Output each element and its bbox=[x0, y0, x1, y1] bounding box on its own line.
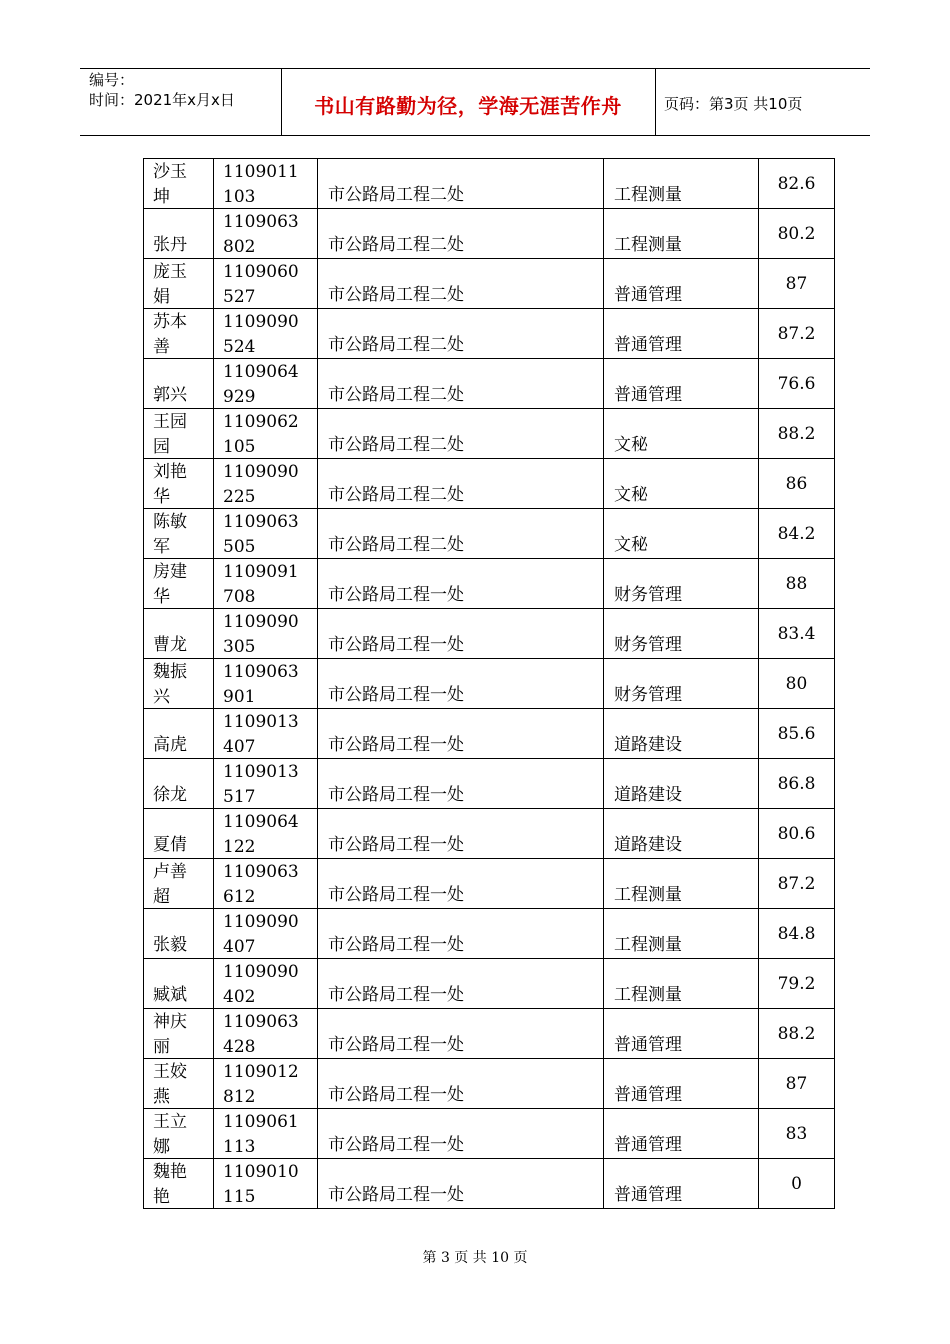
person-name: 魏艳艳 bbox=[153, 1162, 187, 1207]
person-name-cell bbox=[144, 409, 214, 459]
header-motto: 书山有路勤为径，学海无涯苦作舟 bbox=[314, 94, 622, 118]
person-name-cell bbox=[144, 1059, 214, 1109]
score: 87 bbox=[785, 274, 808, 294]
score-cell bbox=[759, 809, 835, 859]
table-row bbox=[144, 159, 835, 209]
position-type-cell bbox=[604, 509, 759, 559]
organization: 市公路局工程二处 bbox=[328, 285, 464, 305]
organization: 市公路局工程二处 bbox=[328, 535, 464, 555]
exam-id: 1109013407 bbox=[223, 712, 299, 757]
position-type-cell bbox=[604, 159, 759, 209]
organization-cell bbox=[318, 859, 604, 909]
score-cell bbox=[759, 209, 835, 259]
score: 86.8 bbox=[777, 774, 816, 794]
score: 88.2 bbox=[777, 1024, 816, 1044]
person-name-cell bbox=[144, 609, 214, 659]
person-name-cell bbox=[144, 509, 214, 559]
header-divider bbox=[655, 68, 656, 135]
header-meta bbox=[89, 70, 235, 110]
score: 88 bbox=[785, 574, 808, 594]
person-name: 刘艳华 bbox=[153, 462, 187, 507]
exam-id: 1109063802 bbox=[223, 212, 299, 257]
organization-cell bbox=[318, 709, 604, 759]
score: 84.8 bbox=[777, 924, 816, 944]
organization: 市公路局工程一处 bbox=[328, 835, 464, 855]
exam-id-cell bbox=[214, 209, 318, 259]
score-cell bbox=[759, 909, 835, 959]
exam-id-cell bbox=[214, 809, 318, 859]
score: 86 bbox=[785, 474, 808, 494]
score: 76.6 bbox=[777, 374, 816, 394]
person-name: 沙玉坤 bbox=[153, 162, 187, 207]
organization: 市公路局工程一处 bbox=[328, 1185, 464, 1205]
exam-id: 1109061113 bbox=[223, 1112, 299, 1157]
score-cell bbox=[759, 359, 835, 409]
person-name: 王姣燕 bbox=[153, 1062, 187, 1107]
person-name-cell bbox=[144, 1109, 214, 1159]
position-type-cell bbox=[604, 759, 759, 809]
score: 79.2 bbox=[777, 974, 816, 994]
position-type: 文秘 bbox=[614, 535, 648, 555]
organization-cell bbox=[318, 409, 604, 459]
header-top-rule bbox=[80, 68, 870, 69]
position-type: 普通管理 bbox=[614, 1035, 682, 1055]
person-name-cell bbox=[144, 959, 214, 1009]
table-row bbox=[144, 709, 835, 759]
score-cell bbox=[759, 559, 835, 609]
position-type-cell bbox=[604, 859, 759, 909]
position-type: 财务管理 bbox=[614, 635, 682, 655]
person-name: 高虎 bbox=[153, 735, 187, 755]
document-time-label: 时间：2021年x月x日 bbox=[89, 91, 235, 109]
person-name-cell bbox=[144, 709, 214, 759]
person-name-cell bbox=[144, 209, 214, 259]
exam-id-cell bbox=[214, 709, 318, 759]
person-name: 王园园 bbox=[153, 412, 187, 457]
exam-id-cell bbox=[214, 759, 318, 809]
score: 87.2 bbox=[777, 324, 816, 344]
position-type-cell bbox=[604, 209, 759, 259]
score: 80.6 bbox=[777, 824, 816, 844]
position-type-cell bbox=[604, 259, 759, 309]
position-type-cell bbox=[604, 1159, 759, 1209]
person-name: 臧斌 bbox=[153, 985, 187, 1005]
position-type-cell bbox=[604, 459, 759, 509]
header-page-info: 页码：第3页 共10页 bbox=[664, 95, 803, 113]
position-type-cell bbox=[604, 909, 759, 959]
position-type-cell bbox=[604, 1009, 759, 1059]
person-name-cell bbox=[144, 1009, 214, 1059]
exam-id-cell bbox=[214, 159, 318, 209]
person-name-cell bbox=[144, 859, 214, 909]
person-name-cell bbox=[144, 559, 214, 609]
organization-cell bbox=[318, 609, 604, 659]
score: 87 bbox=[785, 1074, 808, 1094]
score-cell bbox=[759, 309, 835, 359]
position-type-cell bbox=[604, 409, 759, 459]
position-type: 文秘 bbox=[614, 435, 648, 455]
position-type-cell bbox=[604, 309, 759, 359]
exam-id: 1109013517 bbox=[223, 762, 299, 807]
position-type: 财务管理 bbox=[614, 685, 682, 705]
organization-cell bbox=[318, 259, 604, 309]
exam-id-cell bbox=[214, 1159, 318, 1209]
organization-cell bbox=[318, 1009, 604, 1059]
organization: 市公路局工程一处 bbox=[328, 685, 464, 705]
organization-cell bbox=[318, 809, 604, 859]
person-name: 苏本善 bbox=[153, 312, 187, 357]
exam-id-cell bbox=[214, 609, 318, 659]
organization: 市公路局工程一处 bbox=[328, 935, 464, 955]
organization: 市公路局工程二处 bbox=[328, 385, 464, 405]
position-type: 普通管理 bbox=[614, 1135, 682, 1155]
person-name: 庞玉娟 bbox=[153, 262, 187, 307]
position-type-cell bbox=[604, 659, 759, 709]
score-cell bbox=[759, 509, 835, 559]
table-row bbox=[144, 359, 835, 409]
table-row bbox=[144, 1059, 835, 1109]
position-type: 文秘 bbox=[614, 485, 648, 505]
table-row bbox=[144, 309, 835, 359]
table-row bbox=[144, 409, 835, 459]
exam-id-cell bbox=[214, 959, 318, 1009]
score: 82.6 bbox=[777, 174, 816, 194]
exam-id: 1109063505 bbox=[223, 512, 299, 557]
score-cell bbox=[759, 259, 835, 309]
results-table-body bbox=[144, 159, 835, 1209]
page-footer: 第 3 页 共 10 页 bbox=[422, 1250, 528, 1266]
position-type: 普通管理 bbox=[614, 1185, 682, 1205]
exam-id: 1109090305 bbox=[223, 612, 299, 657]
exam-id: 1109063428 bbox=[223, 1012, 299, 1057]
exam-id-cell bbox=[214, 659, 318, 709]
score: 80.2 bbox=[777, 224, 816, 244]
score-cell bbox=[759, 409, 835, 459]
organization: 市公路局工程一处 bbox=[328, 885, 464, 905]
table-row bbox=[144, 209, 835, 259]
score-cell bbox=[759, 709, 835, 759]
organization: 市公路局工程二处 bbox=[328, 335, 464, 355]
organization: 市公路局工程一处 bbox=[328, 785, 464, 805]
position-type: 工程测量 bbox=[614, 985, 682, 1005]
document-number-label: 编号： bbox=[89, 71, 135, 89]
organization-cell bbox=[318, 759, 604, 809]
person-name-cell bbox=[144, 909, 214, 959]
score: 0 bbox=[791, 1174, 802, 1194]
table-row bbox=[144, 909, 835, 959]
exam-id-cell bbox=[214, 459, 318, 509]
position-type: 工程测量 bbox=[614, 885, 682, 905]
person-name-cell bbox=[144, 1159, 214, 1209]
header-bottom-rule bbox=[80, 135, 870, 136]
position-type: 工程测量 bbox=[614, 185, 682, 205]
organization-cell bbox=[318, 659, 604, 709]
organization: 市公路局工程一处 bbox=[328, 635, 464, 655]
score-cell bbox=[759, 759, 835, 809]
exam-id: 1109012812 bbox=[223, 1062, 299, 1107]
table-row bbox=[144, 859, 835, 909]
organization-cell bbox=[318, 509, 604, 559]
score: 80 bbox=[785, 674, 808, 694]
person-name-cell bbox=[144, 659, 214, 709]
exam-id: 1109090225 bbox=[223, 462, 299, 507]
organization-cell bbox=[318, 309, 604, 359]
score-cell bbox=[759, 159, 835, 209]
organization-cell bbox=[318, 1109, 604, 1159]
organization: 市公路局工程一处 bbox=[328, 985, 464, 1005]
person-name-cell bbox=[144, 809, 214, 859]
score-cell bbox=[759, 959, 835, 1009]
exam-id-cell bbox=[214, 259, 318, 309]
position-type: 普通管理 bbox=[614, 385, 682, 405]
organization-cell bbox=[318, 459, 604, 509]
table-row bbox=[144, 759, 835, 809]
position-type-cell bbox=[604, 609, 759, 659]
score-cell bbox=[759, 659, 835, 709]
organization: 市公路局工程二处 bbox=[328, 235, 464, 255]
position-type: 道路建设 bbox=[614, 835, 682, 855]
organization-cell bbox=[318, 209, 604, 259]
results-table bbox=[143, 158, 835, 1209]
exam-id: 1109062105 bbox=[223, 412, 299, 457]
table-row bbox=[144, 559, 835, 609]
table-row bbox=[144, 1109, 835, 1159]
exam-id-cell bbox=[214, 359, 318, 409]
person-name: 张丹 bbox=[153, 235, 187, 255]
exam-id: 1109010115 bbox=[223, 1162, 299, 1207]
organization: 市公路局工程二处 bbox=[328, 485, 464, 505]
organization-cell bbox=[318, 1159, 604, 1209]
exam-id: 1109063612 bbox=[223, 862, 299, 907]
organization-cell bbox=[318, 909, 604, 959]
organization: 市公路局工程一处 bbox=[328, 1035, 464, 1055]
table-row bbox=[144, 259, 835, 309]
exam-id: 1109090407 bbox=[223, 912, 299, 957]
score-cell bbox=[759, 1159, 835, 1209]
exam-id: 1109063901 bbox=[223, 662, 299, 707]
position-type-cell bbox=[604, 809, 759, 859]
exam-id-cell bbox=[214, 559, 318, 609]
exam-id-cell bbox=[214, 309, 318, 359]
position-type-cell bbox=[604, 959, 759, 1009]
person-name-cell bbox=[144, 259, 214, 309]
person-name: 郭兴 bbox=[153, 385, 187, 405]
organization: 市公路局工程二处 bbox=[328, 435, 464, 455]
position-type: 财务管理 bbox=[614, 585, 682, 605]
person-name: 王立娜 bbox=[153, 1112, 187, 1157]
exam-id: 1109060527 bbox=[223, 262, 299, 307]
score: 85.6 bbox=[777, 724, 816, 744]
exam-id: 1109090402 bbox=[223, 962, 299, 1007]
position-type: 道路建设 bbox=[614, 735, 682, 755]
table-row bbox=[144, 1009, 835, 1059]
organization-cell bbox=[318, 1059, 604, 1109]
organization: 市公路局工程一处 bbox=[328, 585, 464, 605]
person-name: 张毅 bbox=[153, 935, 187, 955]
table-row bbox=[144, 509, 835, 559]
person-name-cell bbox=[144, 309, 214, 359]
position-type: 工程测量 bbox=[614, 235, 682, 255]
score: 87.2 bbox=[777, 874, 816, 894]
organization: 市公路局工程二处 bbox=[328, 185, 464, 205]
exam-id-cell bbox=[214, 409, 318, 459]
score-cell bbox=[759, 609, 835, 659]
position-type: 道路建设 bbox=[614, 785, 682, 805]
person-name-cell bbox=[144, 359, 214, 409]
score-cell bbox=[759, 1059, 835, 1109]
exam-id-cell bbox=[214, 859, 318, 909]
exam-id: 1109011103 bbox=[223, 162, 299, 207]
score: 88.2 bbox=[777, 424, 816, 444]
table-row bbox=[144, 659, 835, 709]
position-type: 普通管理 bbox=[614, 335, 682, 355]
organization-cell bbox=[318, 159, 604, 209]
person-name: 卢善超 bbox=[153, 862, 187, 907]
score-cell bbox=[759, 859, 835, 909]
organization: 市公路局工程一处 bbox=[328, 735, 464, 755]
table-row bbox=[144, 959, 835, 1009]
position-type: 普通管理 bbox=[614, 285, 682, 305]
exam-id-cell bbox=[214, 509, 318, 559]
person-name-cell bbox=[144, 159, 214, 209]
person-name: 陈敏军 bbox=[153, 512, 187, 557]
person-name-cell bbox=[144, 459, 214, 509]
exam-id-cell bbox=[214, 1009, 318, 1059]
exam-id: 1109064929 bbox=[223, 362, 299, 407]
organization-cell bbox=[318, 559, 604, 609]
person-name: 房建华 bbox=[153, 562, 187, 607]
position-type: 工程测量 bbox=[614, 935, 682, 955]
exam-id-cell bbox=[214, 1109, 318, 1159]
score: 84.2 bbox=[777, 524, 816, 544]
position-type: 普通管理 bbox=[614, 1085, 682, 1105]
organization: 市公路局工程一处 bbox=[328, 1085, 464, 1105]
table-row bbox=[144, 1159, 835, 1209]
person-name: 徐龙 bbox=[153, 785, 187, 805]
position-type-cell bbox=[604, 709, 759, 759]
person-name: 魏振兴 bbox=[153, 662, 187, 707]
exam-id: 1109090524 bbox=[223, 312, 299, 357]
score-cell bbox=[759, 1109, 835, 1159]
score-cell bbox=[759, 459, 835, 509]
score: 83 bbox=[785, 1124, 808, 1144]
exam-id-cell bbox=[214, 909, 318, 959]
organization-cell bbox=[318, 359, 604, 409]
person-name: 曹龙 bbox=[153, 635, 187, 655]
person-name-cell bbox=[144, 759, 214, 809]
person-name: 神庆丽 bbox=[153, 1012, 187, 1057]
position-type-cell bbox=[604, 1059, 759, 1109]
position-type-cell bbox=[604, 559, 759, 609]
position-type-cell bbox=[604, 1109, 759, 1159]
organization-cell bbox=[318, 959, 604, 1009]
person-name: 夏倩 bbox=[153, 835, 187, 855]
table-row bbox=[144, 609, 835, 659]
position-type-cell bbox=[604, 359, 759, 409]
table-row bbox=[144, 459, 835, 509]
score: 83.4 bbox=[777, 624, 816, 644]
exam-id: 1109091708 bbox=[223, 562, 299, 607]
exam-id: 1109064122 bbox=[223, 812, 299, 857]
exam-id-cell bbox=[214, 1059, 318, 1109]
organization: 市公路局工程一处 bbox=[328, 1135, 464, 1155]
table-row bbox=[144, 809, 835, 859]
score-cell bbox=[759, 1009, 835, 1059]
